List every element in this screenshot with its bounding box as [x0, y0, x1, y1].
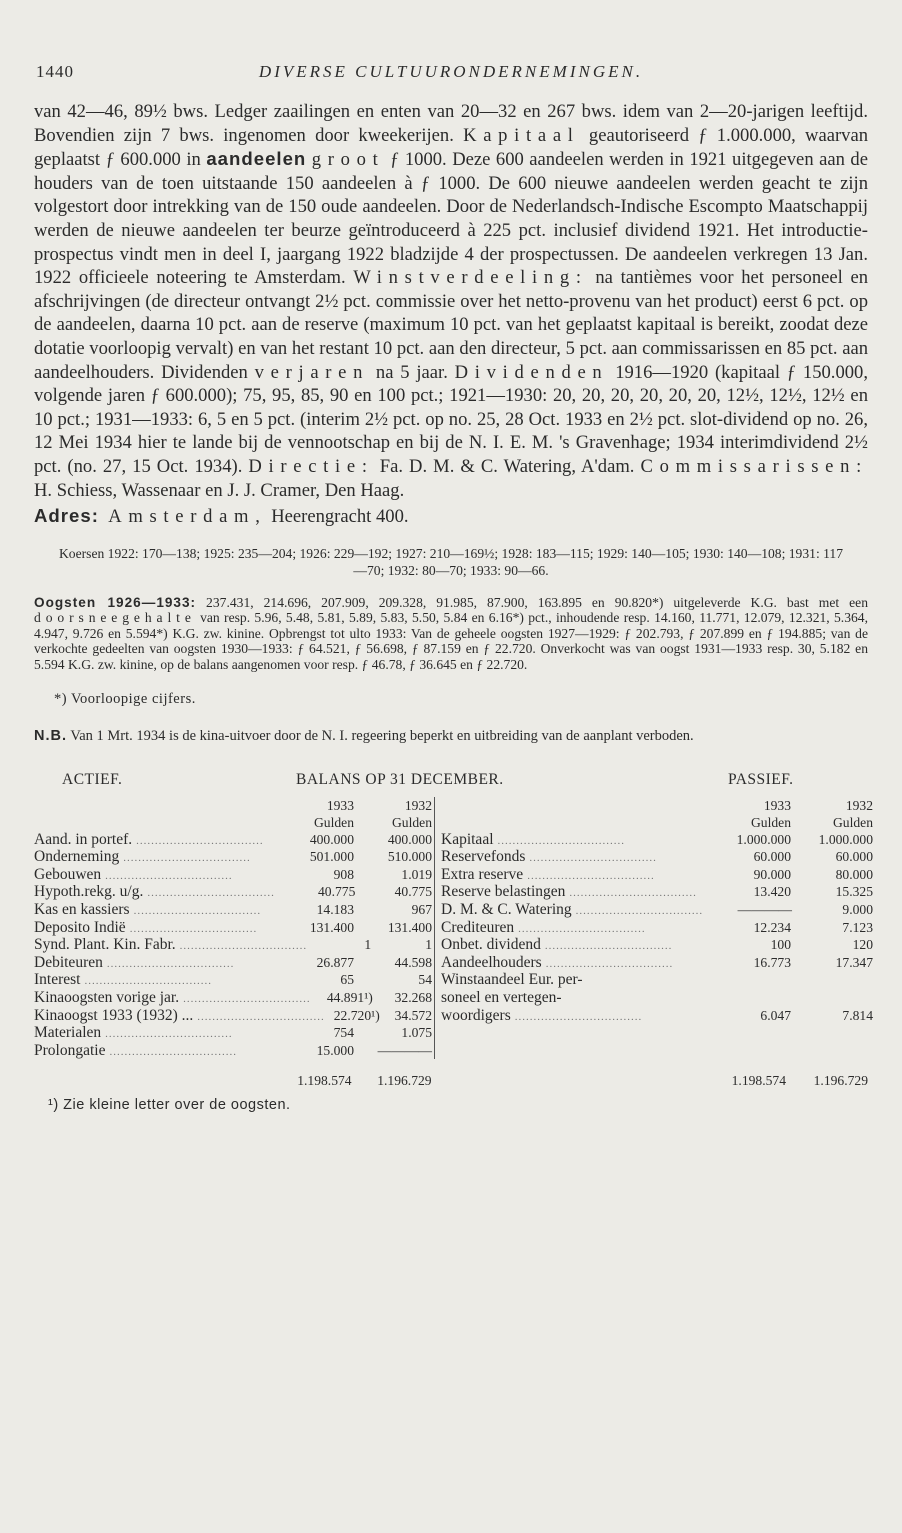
adres-label: Adres: — [34, 505, 99, 527]
passief-row: Crediteuren .................................. 12.234 7.123 — [441, 918, 873, 936]
actief-row-label: Kas en kassiers — [34, 901, 130, 919]
passief-row: Reserve belastingen .................................. 13.420 15.325 — [441, 883, 873, 901]
passief-value-1933: 100 — [770, 937, 791, 953]
actief-unit-header: Gulden Gulden — [313, 814, 432, 830]
nb-paragraph: N.B. Van 1 Mrt. 1934 is de kina-uitvoer door de N. I. regeering beperkt en uitbreiding van de aanplant verboden. — [34, 727, 694, 744]
actief-value-1933: 44.891¹) — [326, 990, 373, 1005]
passief-row-label: woordigers — [441, 1006, 511, 1024]
adres-city: Amsterdam, — [108, 506, 267, 528]
adres-line — [34, 504, 868, 529]
dividenden-label: Dividenden — [454, 361, 609, 383]
actief-row-label: Materialen — [34, 1024, 102, 1042]
passief-row-label: D. M. & C. Watering — [441, 901, 572, 919]
directie-label: Directie: — [248, 455, 374, 477]
aandeelen-label: aandeelen — [206, 148, 307, 170]
actief-value-1933: 65 — [340, 972, 354, 988]
nb-label: N.B. — [34, 727, 67, 744]
passief-value-1933: 13.420 — [753, 884, 791, 900]
actief-row: Onderneming .................................. 501.000 510.000 — [34, 848, 432, 866]
balance-sheet — [34, 770, 873, 1090]
actief-value-1932: 32.268 — [394, 990, 432, 1005]
actief-value-1932: 44.598 — [394, 954, 432, 970]
oogsten-paragraph: Oogsten 1926—1933: 237.431, 214.696, 207.909, 209.328, 91.985, 87.900, 163.895 en 90.820*) uitgeleverde K.G. bast met een doorsneegehalte van resp. 5.96, 5.48, 5.81, 5.89, 5.83, 5.50, 5.84 en 6.16*) pct., inhoudende resp. 14.160, 11.771, 12.079, 12.321, 5.364, 4.947, 9.726 en 5.594*) K.G. zw. kinine. Opbrengst tot ulto 1933: Van de geheele oogsten 1927—1929: ƒ 202.793, ƒ 207.899 en ƒ 194.885; van de verkochte gedeelten van oogsten 1930—1933: ƒ 64.521, ƒ 56.698, ƒ 87.159 en ƒ 22.720. Onverkocht was van oogst 1931—1933 resp. 30, 5.182 en 5.594 K.G. zw. kinine, op de balans aangenomen voor resp. ƒ 46.78, ƒ 36.645 en ƒ 22.720. — [34, 594, 868, 673]
passief-value-1933: 60.000 — [753, 849, 791, 865]
actief-row: Gebouwen .................................. 908 1.019 — [34, 865, 432, 883]
passief-row-label: Onbet. dividend — [441, 936, 541, 954]
passief-row-label: Reserve belastingen — [441, 883, 566, 901]
passief-value-1932: 1.000.000 — [818, 831, 873, 847]
passief-value-1933: 1.000.000 — [736, 831, 791, 847]
main-paragraph: van 42—46, 89½ bws. Ledger zaailingen en enten van 20—32 en 267 bws. idem van 2—20-jarigen leeftijd. Bovendien zijn 7 bws. ingenomen door kweekerijen. Kapitaal geautoriseerd ƒ 1.000.000, waarvan geplaatst ƒ 600.000 in aandeelen groot ƒ 1000. Deze 600 aandeelen werden in 1921 uitgegeven aan de houders van de toen uitstaande 150 aandeelen à ƒ 1000. De 600 nieuwe aandeelen werden geacht te zijn volgestort door intrekking van de 150 oude aandeelen. Door de Nederlandsch-Indische Escompto Maatschappij werden de nieuwe aandeelen ter beurze geïntroduceerd à 225 pct. inclusief dividend 1921. Het introductie-prospectus vindt men in deel I, jaargang 1922 bladzijde 4 der prospectussen. De aandeelen verkregen 13 Jan. 1922 officieele noteering te Amsterdam. Winstverdeeling: na tantièmes voor het personeel en afschrijvingen (de directeur ontvangt 2½ pct. commissie over het netto-provenu van het product) eerst 6 pct. op de aandeelen, daarna 10 pct. aan de reserve (maximum 10 pct. van het geplaatst kapitaal is bereikt, zoodat deze dotatie voorloopig vervalt) en van het restant 10 pct. aan den directeur, 5 pct. aan commissarissen en 85 pct. aan aandeelhouders. Dividenden verjaren na 5 jaar. Dividenden 1916—1920 (kapitaal ƒ 150.000, volgende jaren ƒ 600.000); 75, 95, 85, 90 en 100 pct.; 1921—1930: 20, 20, 20, 20, 20, 20, 12½, 12½, 12½ en 10 pct.; 1931—1933: 6, 5 en 5 pct. (interim 2½ pct. op no. 25, 28 Oct. 1933 en 2½ pct. slot-dividend op no. 26, 12 Mei 1934 hier te lande bij de vennootschap en bij de N. I. E. M. 's Gravenhage; 1934 interimdividend 2½ pct. (no. 27, 15 Oct. 1934). Directie: Fa. D. M. & C. Watering, A'dam. Commissarissen: H. Schiess, Wassenaar en J. J. Cramer, Den Haag. — [34, 101, 868, 501]
passief-row: Onbet. dividend .................................. 100 120 — [441, 936, 873, 954]
total-passief-1932: 1.196.729 — [813, 1073, 868, 1089]
winstverdeeling-label: Winstverdeeling: — [353, 267, 588, 289]
actief-row-label: Hypoth.rekg. u/g. — [34, 883, 144, 901]
passief-row-label: Reservefonds — [441, 848, 526, 866]
actief-value-1932: 967 — [411, 902, 432, 918]
passief-row: Extra reserve .................................. 90.000 80.000 — [441, 865, 873, 883]
actief-row-label: Kinaoogsten vorige jar. — [34, 989, 180, 1006]
doorsneegehalte-label: doorsneegehalte — [34, 610, 196, 626]
passief-unit-header: Gulden Gulden — [750, 814, 873, 830]
passief-value-1932: 15.325 — [835, 884, 873, 900]
actief-year-header: 1933 1932 — [326, 797, 432, 813]
actief-value-1933: 754 — [333, 1025, 354, 1041]
koersen-paragraph: Koersen 1922: 170—138; 1925: 235—204; 1926: 229—192; 1927: 210—169½; 1928: 183—115; 1929: 140—105; 1930: 140—108; 1931: 117—70; 1932: 80—70; 1933: 90—66. — [58, 545, 844, 578]
actief-row: Kinaoogsten vorige jar. .................................. 44.891¹) 32.268 — [34, 989, 432, 1006]
actief-row-label: Synd. Plant. Kin. Fabr. — [34, 936, 176, 954]
passief-row-label: Kapitaal — [441, 830, 494, 848]
actief-row: Materialen .................................. 754 1.075 — [34, 1024, 432, 1042]
kapitaal-label: Kapitaal — [463, 124, 580, 146]
actief-value-1932: 40.775 — [394, 884, 432, 900]
actief-row-label: Gebouwen — [34, 865, 102, 883]
actief-column — [34, 797, 435, 1060]
actief-value-1933: 15.000 — [316, 1042, 354, 1058]
total-passief-1933: 1.198.574 — [731, 1073, 786, 1089]
passief-value-1933: 90.000 — [753, 866, 791, 882]
actief-value-1933: 14.183 — [316, 902, 354, 918]
actief-value-1933: 131.400 — [309, 919, 354, 935]
passief-row: Reservefonds .................................. 60.000 60.000 — [441, 848, 873, 866]
passief-value-1933: 16.773 — [753, 954, 791, 970]
passief-row-label: Winstaandeel Eur. per- — [441, 971, 583, 989]
oogsten-label: Oogsten 1926—1933: — [34, 594, 197, 610]
passief-row: Aandeelhouders .................................. 16.773 17.347 — [441, 953, 873, 971]
passief-value-1932: 17.347 — [835, 954, 873, 970]
actief-row-label: Interest — [34, 971, 81, 989]
passief-value-1932: 60.000 — [835, 849, 873, 865]
commissarissen-label: Commissarissen: — [640, 455, 868, 477]
actief-value-1933: 26.877 — [316, 954, 354, 970]
actief-row-label: Deposito Indië — [34, 918, 126, 936]
passief-row: woordigers .................................. 6.047 7.814 — [441, 1006, 873, 1024]
passief-row — [441, 989, 873, 1007]
running-head — [34, 52, 868, 92]
actief-value-1933: 1 — [364, 937, 372, 953]
footnote-one: ¹) Zie kleine letter over de oogsten. — [48, 1097, 291, 1114]
total-actief-1932: 1.196.729 — [377, 1073, 432, 1089]
passief-row-label: soneel en vertegen- — [441, 989, 562, 1006]
passief-value-1932: 80.000 — [835, 866, 873, 882]
actief-row: Deposito Indië .................................. 131.400 131.400 — [34, 918, 432, 936]
passief-row: Kapitaal .................................. 1.000.000 1.000.000 — [441, 830, 873, 848]
actief-row-label: Prolongatie — [34, 1041, 106, 1059]
total-actief-1933: 1.198.574 — [297, 1073, 352, 1089]
page-number: 1440 — [36, 62, 74, 81]
passief-value-1932: 9.000 — [842, 902, 873, 918]
passief-row-label: Extra reserve — [441, 865, 524, 883]
actief-value-1932: 131.400 — [387, 919, 432, 935]
adres-street: Heerengracht 400. — [266, 506, 409, 528]
header-title: DIVERSE CULTUURONDERNEMINGEN. — [258, 62, 644, 81]
balance-table — [34, 797, 873, 1060]
actief-row: Prolongatie .................................. 15.000 ———— — [34, 1041, 432, 1059]
passief-row-label: Aandeelhouders — [441, 953, 542, 971]
balance-header — [34, 771, 868, 791]
actief-value-1932: 400.000 — [387, 831, 432, 847]
passief-column — [435, 797, 873, 1060]
passief-value-1933: 12.234 — [753, 919, 791, 935]
actief-value-1932: 34.572 — [394, 1007, 432, 1023]
actief-value-1932: 54 — [418, 972, 432, 988]
actief-row-label: Aand. in portef. — [34, 830, 133, 848]
passief-value-1933: 6.047 — [760, 1007, 791, 1023]
actief-row: Interest .................................. 65 54 — [34, 971, 432, 989]
actief-value-1933: 501.000 — [309, 849, 354, 865]
groot-label: groot — [311, 149, 385, 171]
actief-row: Synd. Plant. Kin. Fabr. .................................. 1 1 — [34, 936, 432, 954]
actief-value-1933: 400.000 — [309, 831, 354, 847]
actief-value-1932: 510.000 — [387, 849, 432, 865]
passief-value-1932: 7.123 — [842, 919, 873, 935]
actief-row: Hypoth.rekg. u/g. .................................. 40.775 40.775 — [34, 883, 432, 901]
actief-value-1933: 40.775 — [318, 884, 356, 900]
verjaren-label: verjaren — [254, 361, 370, 383]
balance-totals — [34, 1073, 868, 1089]
passief-value-1932: 120 — [852, 937, 873, 953]
passief-row — [441, 971, 873, 989]
actief-row-label: Kinaoogst 1933 (1932) ... — [34, 1006, 194, 1024]
passief-year-header: 1933 1932 — [763, 797, 873, 813]
passief-row: D. M. & C. Watering .................................. ———— 9.000 — [441, 901, 873, 919]
passief-label: PASSIEF. — [728, 770, 794, 788]
actief-value-1932: ———— — [377, 1042, 432, 1058]
balance-title: BALANS OP 31 DECEMBER. — [296, 770, 504, 788]
actief-label: ACTIEF. — [62, 770, 123, 788]
actief-value-1932: 1 — [425, 937, 432, 953]
actief-row-label: Onderneming — [34, 848, 120, 866]
actief-row: Debiteuren .................................. 26.877 44.598 — [34, 953, 432, 971]
passief-row-label: Crediteuren — [441, 918, 515, 936]
actief-value-1933: 908 — [333, 866, 354, 882]
actief-row: Aand. in portef. .................................. 400.000 400.000 — [34, 830, 432, 848]
actief-value-1932: 1.019 — [401, 866, 432, 882]
actief-row: Kas en kassiers .................................. 14.183 967 — [34, 901, 432, 919]
actief-row: Kinaoogst 1933 (1932) ... .................................. 22.720¹) 34.572 — [34, 1006, 432, 1024]
passief-value-1932: 7.814 — [842, 1007, 873, 1023]
actief-row-label: Debiteuren — [34, 953, 103, 971]
passief-value-1933: ———— — [737, 902, 793, 918]
actief-value-1933: 22.720¹) — [333, 1007, 380, 1023]
footnote-star: *) Voorloopige cijfers. — [54, 690, 196, 707]
actief-value-1932: 1.075 — [401, 1025, 432, 1041]
